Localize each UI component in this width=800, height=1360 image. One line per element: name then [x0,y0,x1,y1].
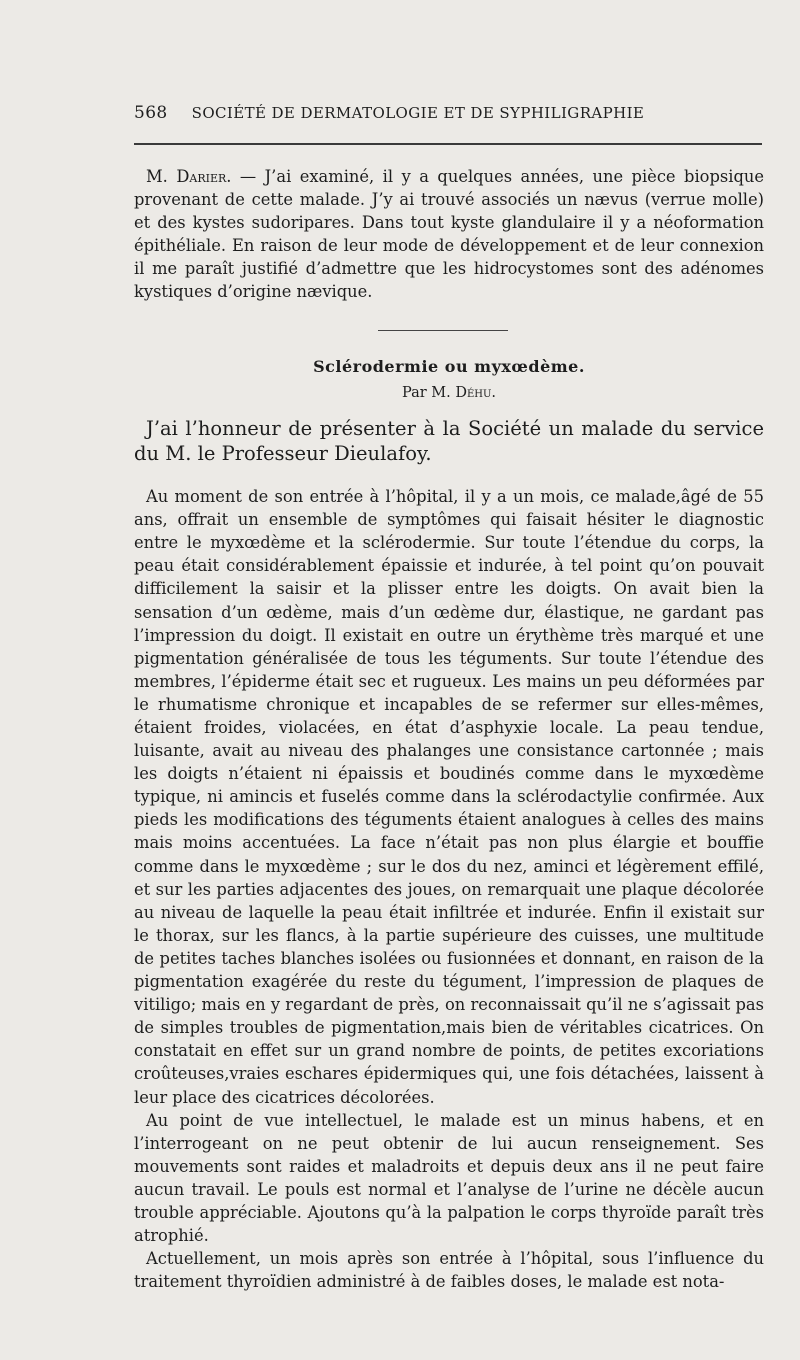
speaker-name: M. Darier. [146,166,232,186]
page-number: 568 [134,103,168,123]
byline-prefix: Par M. [401,385,456,402]
section-divider [378,330,508,331]
body-text [134,485,764,1293]
body-paragraph: Au point de vue intellectuel, le malade est un minus habens, et en l’interrogeant on ne peut obtenir de lui aucun renseignement. Ses mouvements sont raides et maladroits et depuis deux ans il ne peut faire aucun travail. Le pouls est normal et l’analyse de l’urine ne décèle aucun trouble appréciable. Ajoutons qu’à la palpation le corps thyroïde paraît très atrophié. [134,1110,764,1246]
section-title: Sclérodermie ou myxœdème. [313,357,585,377]
header-rule [134,143,762,145]
running-header [134,103,764,123]
running-title: SOCIÉTÉ DE DERMATOLOGIE ET DE SYPHILIGRAPHIE [191,104,645,122]
body-paragraph: Au moment de son entrée à l’hôpital, il y a un mois, ce malade,âgé de 55 ans, offrait un ensemble de symptômes qui faisait hésiter le diagnostic entre le myxœdème et la sclérodermie. Sur toute l’étendue du corps, la peau était considérablement épaissie et indurée, à tel point qu’on pouvait difficilement la saisir et la plisser entre les doigts. On avait bien la sensation d’un œdème, mais d’un œdème dur, élastique, ne gardant pas l’impression du doigt. Il existait en outre un érythème très marqué et une pigmentation généralisée de tous les téguments. Sur toute l’étendue des membres, l’épiderme était sec et rugueux. Les mains un peu déformées par le rhumatisme chronique et incapables de se refermer sur elles-mêmes, étaient froides, violacées, en état d’asphyxie locale. La peau tendue, luisante, avait au niveau des phalanges une consistance cartonnée ; mais les doigts n’étaient ni épaissis et boudinés comme dans le myxœdème typique, ni amincis et fuselés comme dans la sclérodactylie confirmée. Aux pieds les modifications des téguments étaient analogues à celles des mains mais moins accentuées. La face n’était pas non plus élargie et bouffie comme dans le myxœdème ; sur le dos du nez, aminci et légèrement effilé, et sur les parties adjacentes des joues, on remarquait une plaque décolorée au niveau de laquelle la peau était infiltrée et indurée. Enfin il existait sur le thorax, sur les flancs, à la partie supérieure des cuisses, une multitude de petites taches blanches isolées ou fusionnées et donnant, en raison de la pigmentation exagérée du reste du tégument, l’impression de plaques de vitiligo; mais en y regardant de près, on reconnaissait qu’il ne s’agissait pas de simples troubles de pigmentation,mais bien de véritables cicatrices. On constatait en effet sur un grand nombre de points, de petites excoriations croûteuses,vraies eschares épidermiques qui, une fois détachées, laissent à leur place des cicatrices décolorées. [134,487,764,1107]
body-paragraph: Actuellement, un mois après son entrée à l’hôpital, sous l’influence du traitement thyroïdien administré à de faibles doses, le malade est nota- [134,1249,764,1292]
byline-author: Déhu. [455,385,497,402]
darier-comment [134,165,764,304]
comment-text: — J’ai examiné, il y a quelques années, une pièce biopsique provenant de cette malade. J’y ai trouvé associés un nævus (verrue molle) et des kystes sudoripares. Dans tout kyste glandulaire il y a néoformation épithéliale. En raison de leur mode de développement et de leur connexion il me paraît justifié d’admettre que les hidrocystomes sont des adénomes kystiques d’origine nævique. [134,166,764,301]
byline [134,385,764,401]
intro-paragraph: J’ai l’honneur de présenter à la Société un malade du service du M. le Professeur Dieulafoy. [134,417,764,466]
